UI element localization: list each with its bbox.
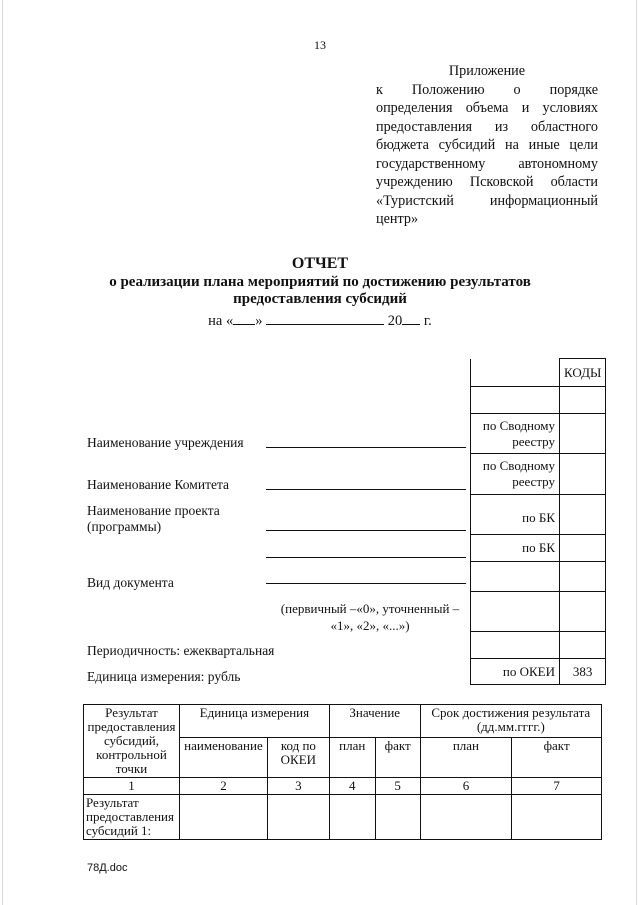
institution-field[interactable]: [266, 447, 466, 448]
subheader-plan: план: [329, 738, 375, 778]
file-name-footer: 78Д.doc: [87, 862, 128, 874]
header-value: Значение: [329, 705, 420, 738]
table-cell[interactable]: [179, 795, 267, 840]
scan-edge-left: [2, 0, 3, 905]
appendix-line: к Положению о порядке: [376, 81, 598, 98]
project-label-line1: Наименование проекта: [87, 503, 220, 518]
column-number: 7: [512, 778, 602, 795]
date-year: 20: [387, 313, 403, 329]
codes-value[interactable]: [560, 562, 606, 592]
codes-label: [471, 592, 560, 632]
appendix-block: [376, 62, 598, 229]
committee-label: Наименование Комитета: [87, 477, 230, 492]
project-field[interactable]: [266, 530, 466, 531]
appendix-line: предоставления из областного: [376, 118, 598, 135]
year-blank[interactable]: [402, 310, 420, 325]
month-blank[interactable]: [266, 310, 384, 325]
appendix-line: определения объема и условиях: [376, 100, 598, 116]
periodicity-label: Периодичность: ежеквартальная: [87, 643, 275, 658]
committee-field[interactable]: [266, 489, 466, 490]
day-blank[interactable]: [233, 310, 255, 325]
report-title: ОТЧЕТ: [291, 255, 349, 272]
column-number: 3: [267, 778, 329, 795]
subheader-okei: код по ОКЕИ: [267, 738, 329, 778]
appendix-line: центр»: [376, 211, 419, 227]
column-number: 4: [329, 778, 375, 795]
header-result: Результат предоставления субсидий, контрольной точки: [84, 705, 180, 778]
report-subtitle-line1: о реализации плана мероприятий по достижению результатов: [109, 274, 531, 290]
codes-label-okei: по ОКЕИ: [471, 659, 560, 685]
codes-value[interactable]: [560, 387, 606, 414]
date-prefix: на «: [208, 313, 234, 329]
codes-value[interactable]: [560, 414, 606, 454]
page-number: 13: [314, 38, 326, 52]
project-label-line2: (программы): [87, 519, 162, 534]
codes-label-registry: по Сводному реестру: [471, 454, 560, 495]
codes-header: КОДЫ: [560, 359, 606, 387]
doc-type-hint-line2: «1», «2», «...»): [330, 618, 410, 633]
date-suffix: г.: [423, 313, 432, 329]
doc-type-field[interactable]: [266, 583, 466, 584]
codes-label: [471, 387, 560, 414]
unit-label: Единица измерения: рубль: [87, 669, 241, 684]
doc-type-hint-line1: (первичный –«0», уточненный –: [280, 601, 460, 616]
appendix-title: Приложение: [448, 63, 526, 79]
codes-label-bk: по БК: [471, 495, 560, 535]
codes-value[interactable]: [560, 632, 606, 659]
header-unit: Единица измерения: [179, 705, 329, 738]
column-number: 1: [84, 778, 180, 795]
column-number: 6: [420, 778, 512, 795]
table-cell[interactable]: [375, 795, 420, 840]
date-mid: »: [255, 313, 263, 329]
project-field-extra[interactable]: [266, 557, 466, 558]
table-cell[interactable]: [512, 795, 602, 840]
appendix-line: бюджета субсидий на иные цели: [376, 137, 598, 153]
codes-value[interactable]: [560, 454, 606, 495]
codes-table: [470, 358, 606, 685]
column-number: 5: [375, 778, 420, 795]
table-cell[interactable]: [420, 795, 512, 840]
report-date-line: [0, 310, 640, 330]
codes-value[interactable]: [560, 592, 606, 632]
codes-label-bk: по БК: [471, 535, 560, 562]
appendix-line: учреждению Псковской области: [376, 174, 598, 190]
table-cell[interactable]: [267, 795, 329, 840]
row-result-1-label: Результат предоставления субсидий 1:: [84, 795, 180, 840]
codes-label: [471, 562, 560, 592]
codes-label-registry: по Сводному реестру: [471, 414, 560, 454]
institution-label: Наименование учреждения: [87, 435, 244, 450]
subheader-fact-date: факт: [512, 738, 602, 778]
codes-value-okei[interactable]: 383: [560, 659, 606, 685]
codes-label: [471, 632, 560, 659]
subheader-name: наименование: [179, 738, 267, 778]
codes-value[interactable]: [560, 495, 606, 535]
scan-edge-right: [636, 0, 637, 905]
report-subtitle-line2: предоставления субсидий: [233, 291, 407, 307]
table-cell[interactable]: [329, 795, 375, 840]
appendix-line: государственному автономному: [376, 155, 598, 172]
doc-type-hint: [270, 600, 470, 634]
header-deadline: Срок достижения результата (дд.мм.гггг.): [420, 705, 601, 738]
results-table: [83, 704, 602, 840]
column-number: 2: [179, 778, 267, 795]
doc-type-label: Вид документа: [87, 575, 174, 590]
subheader-plan-date: план: [420, 738, 512, 778]
codes-header-spacer: [471, 359, 560, 387]
appendix-line: «Туристский информационный: [376, 192, 598, 209]
subheader-fact: факт: [375, 738, 420, 778]
codes-value[interactable]: [560, 535, 606, 562]
